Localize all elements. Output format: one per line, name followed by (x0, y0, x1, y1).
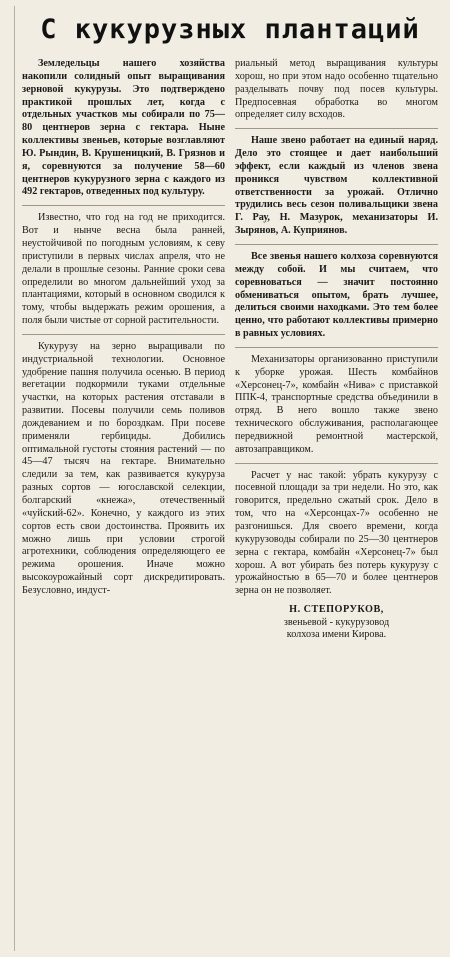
author-name: Н. СТЕПОРУКОВ, (289, 604, 384, 616)
paragraph: Наше звено работает на единый наряд. Дело это стоящее и дает наибольший эффект, если каждый из членов звена проникся чувством коллективной ответственности за урожай. Отлично трудились весь сезон поливальщики звена Г. Рау, Н. Мазурок, механизаторы И. Зырянов, А. Куприянов. (235, 135, 438, 237)
column-divider (22, 334, 225, 335)
paragraph: Кукурузу на зерно выращивали по индустриальной технологии. Основное удобрение пашня получила осенью. В период вегетации подкормили туками отдельные участки, на которых растения отставали в развитии. Посевы получили семь поливов дождеванием и по бороздкам. При посеве применяли гербициды. Добились оптимальной густоты стояния растений — по 45—47 тысяч на гектаре. Внимательно следили за тем, как развивается кукуруза разных сортов — югославской селекции, болгарский «кнежа», отечественный «чуйский-62». Конечно, у каждого из этих сортов есть свои достоинства. Проявить их можно лишь при условии строгой агротехники, соблюдения определяющего ее режима орошения. Иначе можно высокоурожайный сорт дискредитировать. Безусловно, индуст- (22, 340, 225, 596)
column-divider (235, 463, 438, 464)
column-divider (235, 244, 438, 245)
author-role: звеньевой - кукурузовод (283, 616, 390, 628)
right-column (235, 58, 438, 642)
author-signature (235, 604, 438, 642)
paragraph: Все звенья нашего колхоза соревнуются между собой. И мы считаем, что соревноваться — значит постоянно обмениваться опытом, брать лучшее, делиться своими находками. Это тем более ценно, что работают коллективы примерно в равных условиях. (235, 250, 438, 340)
paragraph: Земледельцы нашего хозяйства накопили солидный опыт выращивания зерновой кукурузы. Это подтверждено практикой прошлых лет, когда с отдельных участков мы собирали по 75—80 центнеров зерна с гектара. Ныне коллективы звеньев, которые возглавляют Ю. Рындин, В. Крушеницкий, В. Грязнов и я, соревнуются за получение 58—60 центнеров кукурузного зерна с каждого из 492 гектаров, отведенных под культуру. (22, 58, 225, 198)
column-divider (22, 205, 225, 206)
clipping-edge (6, 6, 15, 951)
paragraph: Известно, что год на год не приходится. Вот и нынче весна была ранней, неустойчивой по погодным условиям, к севу приступили в первых числах апреля, что не делали в прошлые сезоны. Ранние сроки сева определили во многом дальнейший уход за плантациями, который в основном сводился к тому, чтобы выдержать режим орошения, а поля были чистые от сорной растительности. (22, 212, 225, 327)
paragraph: риальный метод выращивания культуры хорош, но при этом надо особенно тщательно разделывать почву под посев культуры. Предпосевная обработка во многом определяет силу всходов. (235, 58, 438, 121)
paragraph: Расчет у нас такой: убрать кукурузу с посевной площади за три недели. Но это, как говорится, предельно сжатый срок. Дело в том, что на «Херсонцах-7» особенно не разгонишься. Для своего времени, когда кукурузоводы собирали по 25—30 центнеров зерна с гектара, комбайн «Херсонец-7» был хорош. А вот убирать без потерь кукурузу с урожайностью в 65—70 и более центнеров зерна он не позволяет. (235, 469, 438, 597)
article-body (22, 58, 438, 642)
paragraph: Механизаторы организованно приступили к уборке урожая. Шесть комбайнов «Херсонец-7», комбайн «Нива» с приставкой ППК-4, транспортные средства объединили в отряд. В него вошло также звено технического обслуживания, располагающее передвижной ремонтной мастерской, автозаправщиком. (235, 353, 438, 455)
article-title: С кукурузных плантаций (40, 14, 420, 45)
left-column (22, 58, 225, 642)
author-farm: колхоза имени Кирова. (286, 629, 387, 641)
column-divider (235, 128, 438, 129)
column-divider (235, 347, 438, 348)
